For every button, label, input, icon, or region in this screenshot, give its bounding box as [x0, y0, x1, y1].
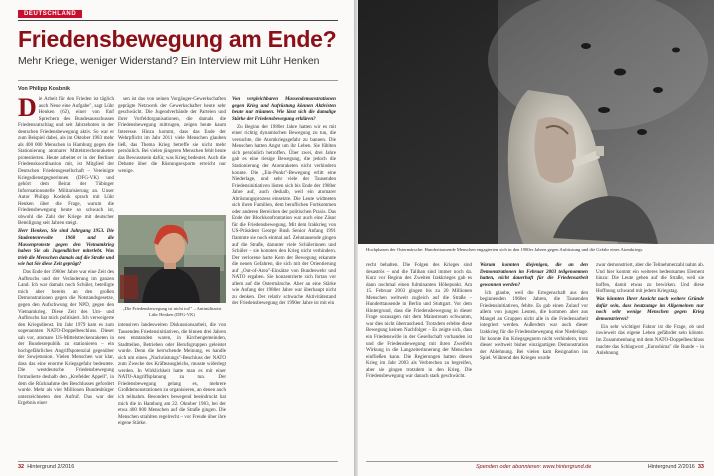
section-label: DEUTSCHLAND: [18, 10, 82, 18]
answer-2: Zu Beginn der 1980er Jahre hatten wir es mit einer richtig dynamischen Bewegung zu tun, die versuchte, die Atomkriegsgefahr zu bannen. Die Menschen hatten Angst um ihr Leben. Sie fühlten sich persönlich betroffen. Über zwei, drei Jahre gab es eine riesige Bewegung, die jedoch die Stationierung der Atomraketen nicht verhindern konnte. Die „Ein-Punkt"-Bewegung erlitt eine Niederlage, und sehr viele der Tausenden Friedensinitiativen lösten sich bis Ende der 1980er Jahre auf, auch deshalb, weil ein atomarer Abrüstungsprozess einsetzte. Die Leute widmeten sich ihren Familien, dem beruflichen Fortkommen oder anderen Bereichen der politischen Praxis. Das Ende der Blockkonfrontation war auch eine Zäsur für die Friedensbewegung. Mit dem Irakkrieg von US-Präsident George Bush Senior Anfang 1991 flammte sie noch einmal auf. Zehntausende gingen auf die Straße, darunter viele Schülerinnen und Schüler – sie konnten den Krieg nicht verhindern. Der verlorene harte Kern der Bewegung erkannte die neuen Gefahren, die sich mit der Orientierung auf „Out-of-Area"-Einsätze von Bundeswehr und NATO ergaben. Sie konzentrierte sich fortan vor allem auf die Ostermärsche. Aber an eine Stärke wie Anfang der 1980er Jahre war überhaupt nicht zu denken. Der relativ schwache Aktivitätsstand der Friedensbewegung der 1990er Jahre ist mit ein: [232, 123, 336, 307]
question-4: Was könnten Ihrer Ansicht nach weitere Gründe dafür sein, dass heutzutage im Allgemeinen nur noch sehr wenige Menschen gegen Krieg demonstrieren?: [596, 296, 704, 322]
left-page-number: 32: [18, 464, 25, 470]
left-column-1: [18, 96, 114, 456]
hero-photo: [358, 0, 714, 244]
answer-1: Das Ende der 1960er Jahre war eine Zeit des Aufbruchs und der Veränderung im ganzen Land. Ich war damals noch Schüler, beteiligte mich aber bereits an den großen Demonstrationen gegen die Notstandsgesetze, gegen den Aufschwung der NPD, gegen den Vietnamkrieg. Diese Zeit des Um- und Aufbruchs hat mich politisiert. Ich verweigerte den Kriegsdienst. Im Jahr 1979 kam es zum sogenannten NATO-Doppelbeschluss. Dieser sah vor, atomare US-Mittelstreckenraketen in der Bundesrepublik zu stationieren – ein hochgefährliches Angriffspotenzial gegenüber der Sowjetunion. Vielen Menschen war klar, dass das eine enorme Kriegsgefahr bedeutete. Die westdeutsche Friedensbewegung formulierte deshalb den „Krefelder Appell", in dem die Rücknahme des Beschlusses gefordert wurde. Mehr als vier Millionen Bundesbürger unterzeichneten den Aufruf. Das war der Ergebnis einer: [18, 269, 114, 407]
photo-caption: Hochphasen der Ostermärsche: Hunderttausende Menschen engagierten sich in den 1980er Jahren gegen Aufrüstung und die Gefahr eines Atomkriegs.: [366, 247, 644, 252]
right-page-number: 33: [697, 464, 704, 470]
question-3: Warum konnten diejenigen, die an den Demonstrationen im Februar 2003 teilgenommen hatten, nicht dauerhaft für die Friedensarbeit gewonnen werden?: [480, 262, 588, 288]
drop-cap: D: [18, 96, 37, 122]
right-page: [358, 0, 714, 476]
article-subheadline: Mehr Kriege, weniger Widerstand? Ein Interview mit Lühr Henken: [18, 56, 320, 67]
byline: Von Philipp Kosbnik: [18, 86, 71, 92]
footer-promo[interactable]: Spenden oder abonnieren: www.hintergrund.de: [476, 464, 592, 470]
column-2-upper-text: sen ist das von seinen Vorgänger-Gewerkschaften geprägte Netzwerk der Gewerkschafter heute sehr geschwächt. Die Jugendverbände der Parteien und ihrer Vorfeldorganisationen, die damals die Friedensbewegung mittrugen, zeigen heute kaum Interesse. Hinzu kommt, dass das Ende der Wehrpflicht im Jahr 2011 viele Menschen glauben ließ, das Thema Krieg betreffe sie nicht mehr persönlich. Bei vielen jüngeren Menschen fehlt heute das Bewusstsein dafür, was Krieg bedeutet. Auch die Debatte über die Rüstungsexporte erreicht nur wenige.: [118, 96, 226, 175]
question-1: Herr Henken, Sie sind Jahrgang 1953. Die Studentenrevolte 1968 und die Massenproteste gegen den Vietnamkrieg haben Sie als Jugendlicher miterlebt. Was trieb die Menschen damals auf die Straße und wie hat Sie diese Zeit geprägt?: [18, 228, 114, 268]
answer-3-continued: zwar demonstriert, aber die Teilnehmerzahl nahm ab. Und hier kommt ein weiteres bedeutsames Element hinzu: Die Leute gehen auf die Straße, weil sie hoffen, damit etwas zu bewirken. Und diese Hoffnung schwand mit jedem Kriegstag.: [596, 262, 704, 295]
right-column-1: [366, 262, 472, 458]
footer-rule-right: [366, 461, 704, 462]
portrait-image: [118, 215, 226, 303]
right-magazine-name: Hintergrund 2/2016: [647, 464, 695, 470]
left-folio: [18, 464, 74, 470]
intro-paragraph: ie Arbeit für den Frieden ist täglich auch Neue eine Aufgabe", sagt Lühr Henken (62), einer von fünf Sprechern des Bundesausschusses Friedensratschlag und seit Jahrzehnten in der deutschen Friedensbewegung aktiv. So war er zum Beispiel dabei, als im Oktober 1983 mehr als 400 000 Menschen in Hamburg gegen die Stationierung atomarer Mittelstreckenraketen protestierten. Heute arbeitet er in der Berliner Friedenskoordination mit, ist Mitglied der Deutschen Friedensgesellschaft – Vereinigte Kriegsdienstgegnerinnen (DFG-VK) und gehört dem Beirat der Tübinger Informationsstelle Militarisierung an. Unser Autor Philipp Kosbnik sprach mit Lühr Henken über die Frage, warum die Friedensbewegung heute so schwach ist, obwohl die Zahl der Kriege mit deutscher Beteiligung seit Jahren steigt.: [18, 96, 114, 227]
top-rule: [18, 20, 338, 21]
right-column-2: [480, 262, 588, 458]
question-2: Von vergleichbaren Massendemonstrationen gegen Krieg und Aufrüstung können Aktivisten heute nur träumen. Wie lässt sich die damalige Stärke der Friedensbewegung erklären?: [232, 96, 336, 122]
left-column-2-bottom: [118, 322, 226, 456]
right-folio: [648, 464, 704, 470]
answer-4: Ein sehr wichtiger Faktor ist die Frage, ob und inwieweit das eigene Leben gefährdet sein könnte. Im Zusammenhang mit dem NATO-Doppelbeschluss machte das Schlagwort „Euroshima" die Runde – in Anlehnung: [596, 323, 704, 357]
left-column-2-top: [118, 96, 226, 212]
left-column-3: [232, 96, 336, 456]
portrait-photo: [118, 215, 226, 303]
article-headline: Friedensbewegung am Ende?: [18, 26, 337, 52]
column-2-lower-text: intensiven landesweiten Diskussionsarbeit, die von Tausenden Friedensinitiativen, die binnen drei Jahren neu entstanden waren, in Kirchengemeinden, Stadtteilen, Betrieben oder Berufsgruppen geleistet wurde. Denn die herrschende Meinung, es handle sich um einen „Nachrüstungs"-Beschluss der NATO zum Zwecke des Kräfteausgleichs, musste widerlegt werden. In Wirklichkeit hatte man es mit einer NATO-Angriffsplanung zu tun. Der Friedensbewegung gelang es, mehrere Großdemonstrationen zu organisieren, an denen auch ich teilnahm. Besonders bewegend beeindruckt hat mich die in Hamburg am 22. Oktober 1983, bei der etwa 400 000 Menschen auf die Straße gingen. Die Menschen strahlten regelrecht – vor Freude über ihre eigene Stärke.: [118, 322, 226, 427]
right-column-1-text: recht behalten. Die Folgen des Krieges sind desaströs – und die Taliban sind immer noch da. Kurz vor Beginn des Zweiten Irakkrieges gab es dann nochmal einen fulminanten Höhepunkt. Am 15. Februar 2003 gingen bis zu 20 Millionen Menschen weltweit zugleich auf die Straße – Hunderttausende in Berlin und Stuttgart. Vor dem Hintergrund, dass die Friedensbewegung in dieser Frage sozusagen mit dem Mainstream schwamm, war dies nicht überraschend. Trotzdem erlebte diese Bewegung keinen Nachfolger – Es zeigte sich, dass ein Friedenswille in der Gesellschaft vorhanden ist und die Friedensbewegung mit ihren Zweifeln Wirkung in die Langzeiterinnerung der Menschen einfließen kann. Die Regierungen hatten diesen Krieg im Jahr 2003 als Verbrechen zu begreifen, aber sie gingen trotzdem in den Krieg. Die Friedensbewegung war danach stark geschwächt.: [366, 262, 472, 380]
right-column-3: [596, 262, 704, 458]
left-page: [0, 0, 354, 476]
left-magazine-name: Hintergrund 2/2016: [27, 464, 75, 470]
hero-image: [358, 0, 714, 244]
subhead-rule: [18, 80, 338, 81]
portrait-caption: „Die Friedensbewegung ist nicht tot!" – Antimilitarist Lühr Henken (DFG-VK): [122, 306, 222, 317]
footer-rule-left: [18, 461, 338, 462]
answer-3: Ich glaube, weil die Erregenschaft aus den beginnenden 1960er Jahren, die Tausenden Friedensinitiativen, fehlte. Es gab einen Zulauf vor allem von jungen Leuten, die kommen aber aus Mangel an Gruppen nicht alle in die Friedensarbeit integriert werden. Außerdem war auch dieser Irakkrieg für die Friedensbewegung eine Niederlage. Ihr konnte ihn Kriegsgegnern nicht verhindern, trotz dieser weltweit bisher einzigartigen Demonstration der Ablehnung. Bei vielen kam Resignation ins Spiel. Während des Krieges wurde: [480, 289, 588, 362]
